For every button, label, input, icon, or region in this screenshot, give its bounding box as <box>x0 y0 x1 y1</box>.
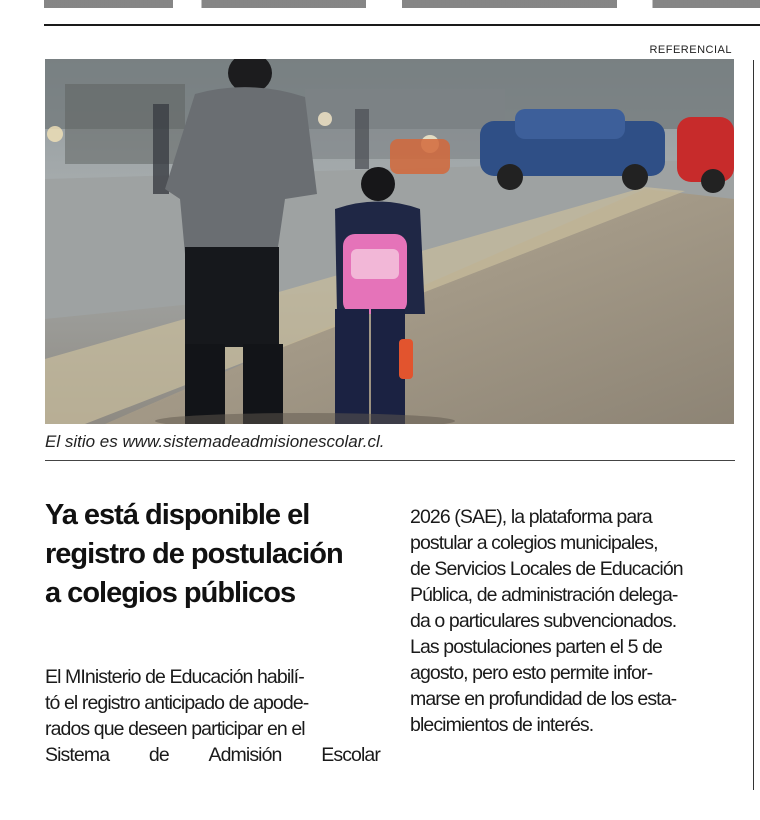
body-line: 2026 (SAE), la plataforma para <box>410 506 652 528</box>
street-scene-illustration <box>45 59 734 424</box>
clipped-previous-text <box>44 0 760 8</box>
body-line: blecimientos de interés. <box>410 714 594 736</box>
body-line: de Servicios Locales de Educación <box>410 558 683 580</box>
body-line: rados que deseen participar en el <box>45 718 305 740</box>
body-line: tó el registro anticipado de apode- <box>45 692 309 714</box>
body-word: de <box>148 744 169 766</box>
body-word: Escolar <box>321 744 380 766</box>
caption-divider <box>45 460 735 461</box>
headline-line: registro de postulación <box>45 538 343 570</box>
body-line: agosto, pero esto permite infor- <box>410 662 653 684</box>
body-line: El MInisterio de Educación habilí- <box>45 666 304 688</box>
body-line: marse en profundidad de los esta- <box>410 688 677 710</box>
headline-line: a colegios públicos <box>45 577 296 609</box>
body-line: Las postulaciones parten el 5 de <box>410 636 662 658</box>
article-photo <box>45 59 734 424</box>
body-line-justified <box>45 742 380 768</box>
photo-caption: El sitio es www.sistemadeadmisionescolar.cl. <box>45 432 385 451</box>
headline-line: Ya está disponible el <box>45 499 310 531</box>
body-line: postular a colegios municipales, <box>410 532 658 554</box>
body-column-left <box>45 664 380 768</box>
body-word: Admisión <box>208 744 282 766</box>
body-line: Pública, de administración delega- <box>410 584 678 606</box>
photo-credit: REFERENCIAL <box>649 44 732 56</box>
body-word: Sistema <box>45 744 110 766</box>
body-line: da o particulares subvencionados. <box>410 610 677 632</box>
body-column-right <box>410 504 740 738</box>
article-headline <box>45 496 385 613</box>
column-divider <box>753 60 754 790</box>
top-divider <box>44 24 760 26</box>
